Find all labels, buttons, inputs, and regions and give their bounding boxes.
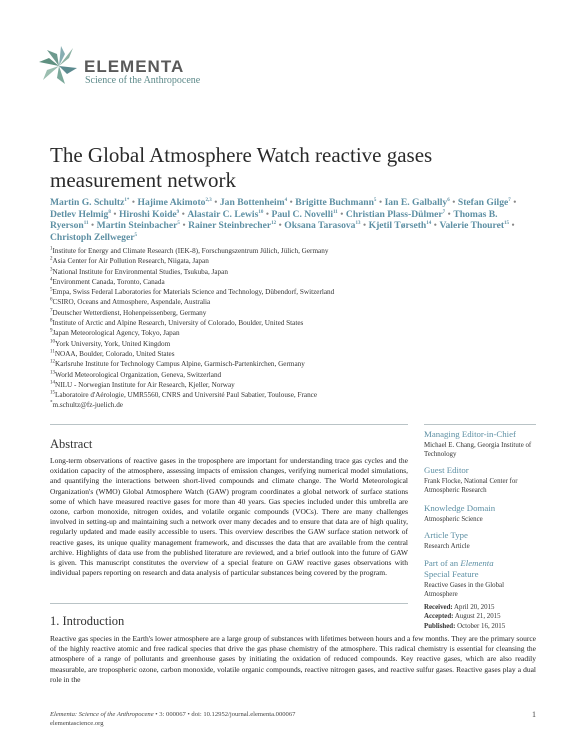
author-name: Christoph Zellweger$^5$ xyxy=(50,231,137,243)
affiliation-item xyxy=(50,380,530,390)
affiliation-mark: 14 xyxy=(50,380,55,386)
affiliation-mark: 7 xyxy=(50,308,53,314)
author-name: Thomas B. Ryerson$^{11}$ xyxy=(50,208,498,232)
author-name: Detlev Helmig$^8$ xyxy=(50,208,111,220)
abstract-text: Long-term observations of reactive gases in the troposphere are important for understanding trace gas cycles and the oxidation capacity of the atmosphere, assessing impacts of emission changes, verifying numerical model simulations, and quantifying the interactions between short-lived compounds and climate change. The World Meteorological Organization's (WMO) Global Atmosphere Watch (GAW) program coordinates a global network of surface stations some of which have measured reactive gases for more than 40 years. Gas species included under this umbrella are ozone, carbon monoxide, nitrogen oxides, and volatile organic compounds (VOCs). There are many challenges involved in setting-up and maintaining such a network over many decades and to ensure that data are of high quality, regularly updated and made easily accessible to users. This overview describes the GAW surface station network of reactive gases, its unique quality management framework, and discusses the data that are available from the central archive. Highlights of data use from the published literature are reviewed, and a brief outlook into the future of GAW is given. This manuscript constitutes the overview of a special feature on GAW reactive gases observations with individual papers reporting on research and data analysis of particular substances being covered by the program. xyxy=(50,456,408,578)
author-name: Valerie Thouret$^{15}$ xyxy=(439,220,510,232)
affiliation-item xyxy=(50,328,530,338)
affiliation-text: World Meteorological Organization, Geneva, Switzerland xyxy=(55,370,222,379)
special-feature-block xyxy=(424,558,538,599)
author-affiliation-mark: 5 xyxy=(134,232,137,238)
author-name: Martin Steinbacher$^5$ xyxy=(96,220,180,232)
accepted-label: Accepted: xyxy=(424,613,454,621)
affiliation-text: National Institute for Environmental Studies, Tsukuba, Japan xyxy=(52,267,228,276)
managing-editor-block xyxy=(424,429,538,459)
author-affiliation-mark: 1* xyxy=(124,197,130,203)
affiliation-item xyxy=(50,400,530,410)
article-type-value: Research Article xyxy=(424,543,470,550)
affiliation-item xyxy=(50,287,530,297)
author-separator: • xyxy=(510,197,517,208)
affiliation-item xyxy=(50,256,530,266)
abstract-heading: Abstract xyxy=(50,437,93,451)
affiliation-text: Laboratoire d'Aérologie, UMR5560, CNRS and Université Paul Sabatier, Toulouse, France xyxy=(55,391,318,400)
author-name: Rainer Steinbrecher$^{12}$ xyxy=(188,220,277,232)
author-affiliation-mark: 15 xyxy=(504,221,510,226)
author-name: Oksana Tarasova$^{13}$ xyxy=(284,220,361,232)
author-name: Paul C. Novelli$^{11}$ xyxy=(271,208,338,220)
author-separator: • xyxy=(337,208,346,220)
affiliation-text: Institute of Arctic and Alpine Research, University of Colorado, Boulder, United States xyxy=(52,319,304,328)
affiliation-text: m.schultz@fz-juelich.de xyxy=(52,401,123,410)
author-name: Hajime Akimoto$^{2,3}$ xyxy=(137,197,212,208)
author-separator: • xyxy=(179,208,188,220)
author-separator: • xyxy=(211,197,220,208)
author-name: Jan Bottenheim$^4$ xyxy=(219,197,288,208)
author-separator: • xyxy=(129,197,138,208)
author-name: Kjetil Tørseth$^{14}$ xyxy=(368,220,432,232)
affiliation-text: Asia Center for Air Pollution Research, Niigata, Japan xyxy=(52,257,209,266)
guest-editor-block xyxy=(424,465,538,495)
affiliation-text: Japan Meteorological Agency, Tokyo, Japan xyxy=(52,329,180,338)
author-name: Martin G. Schultz$^{1*}$ xyxy=(50,197,130,208)
affiliation-mark: 3 xyxy=(50,267,53,273)
guest-editor-name: Frank Flocke, National Center for Atmospheric Research xyxy=(424,478,518,494)
introduction-divider xyxy=(50,603,408,604)
footer-journal: Elementa: Science of the Anthropocene xyxy=(50,711,154,718)
logo-tagline: Science of the Anthropocene xyxy=(85,75,201,86)
author-affiliation-mark: 12 xyxy=(271,221,277,226)
elementa-logo-icon xyxy=(37,44,81,88)
author-name: Stefan Gilge$^7$ xyxy=(457,197,511,208)
author-affiliation-mark: 7 xyxy=(508,197,511,203)
author-affiliation-mark: 13 xyxy=(355,221,361,226)
special-feature-value: Reactive Gases in the Global Atmosphere xyxy=(424,582,504,598)
author-affiliation-mark: 10 xyxy=(258,209,264,215)
affiliation-text: Environment Canada, Toronto, Canada xyxy=(52,277,165,286)
affiliation-mark: 1 xyxy=(50,246,53,252)
affiliation-text: NILU - Norwegian Institute for Air Research, Kjeller, Norway xyxy=(55,380,235,389)
affiliation-mark: 8 xyxy=(50,318,53,324)
knowledge-domain-heading: Knowledge Domain xyxy=(424,503,496,513)
author-affiliation-mark: 14 xyxy=(426,221,432,226)
special-feature-heading-part1: Part of an xyxy=(424,558,459,568)
affiliation-item xyxy=(50,339,530,349)
introduction-text: Reactive gas species in the Earth's lower atmosphere are a large group of substances with lifetimes between hours and a few months. They are the primary source of the highly reactive atomic and free radical species that drive the gas phase chemistry of the atmosphere. This radical chemistry is essential for cleansing the atmosphere of a range of pollutants and greenhouse gases by initiating the oxidation of reduced compounds. Key reactive gases, which are also readily measurable, are tropospheric ozone, carbon monoxide, volatile organic compounds, reactive nitrogen gases, and reactive sulfur gases. Reactive gases play a dual role in the xyxy=(50,634,536,684)
affiliation-mark: 6 xyxy=(50,298,53,304)
author-name: Christian Plass-Dülmer$^7$ xyxy=(345,208,446,220)
affiliation-item xyxy=(50,370,530,380)
affiliation-item xyxy=(50,297,530,307)
abstract-divider xyxy=(50,424,408,425)
affiliation-item xyxy=(50,277,530,287)
author-list xyxy=(50,197,538,243)
article-title: The Global Atmosphere Watch reactive gases measurement network xyxy=(50,143,433,192)
elementa-logo xyxy=(37,44,201,88)
author-affiliation-mark: 9 xyxy=(176,209,180,215)
affiliation-mark: 13 xyxy=(50,370,55,376)
author-separator: • xyxy=(445,208,454,220)
author-separator: • xyxy=(287,197,296,208)
author-affiliation-mark: 2,3 xyxy=(205,197,212,203)
received-label: Received: xyxy=(424,604,453,611)
affiliation-text: Institute for Energy and Climate Research (IEK-8), Forschungszentrum Jülich, Jülich, Germany xyxy=(52,247,329,255)
affiliation-text: Karlsruhe Institute for Technology Campus Alpine, Garmisch-Partenkirchen, Germany xyxy=(55,360,305,369)
affiliation-item xyxy=(50,359,530,369)
author-separator: • xyxy=(509,220,515,232)
managing-editor-name: Michael E. Chang, Georgia Institute of Technology xyxy=(424,442,532,458)
author-separator: • xyxy=(110,208,119,220)
author-name: Alastair C. Lewis$^{10}$ xyxy=(187,208,264,220)
affiliation-item xyxy=(50,318,530,328)
affiliation-mark: 15 xyxy=(50,390,55,396)
affiliation-mark: 10 xyxy=(50,339,55,345)
received-date: April 20, 2015 xyxy=(454,604,495,611)
knowledge-domain-block xyxy=(424,503,538,525)
affiliation-text: NOAA, Boulder, Colorado, United States xyxy=(54,349,175,358)
page-number: 1 xyxy=(532,710,536,719)
affiliation-text: Deutscher Wetterdienst, Hohenpeissenberg, Germany xyxy=(52,308,207,317)
affiliation-mark: 11 xyxy=(50,349,55,355)
affiliation-item xyxy=(50,349,530,359)
page-footer: Elementa: Science of the Anthropocene • 3: 000067 • doi: 10.12952/journal.elementa.000067 elementascience.org 1 xyxy=(50,710,536,727)
sidebar-divider xyxy=(424,424,536,425)
author-affiliation-mark: 4 xyxy=(284,197,288,203)
author-separator: • xyxy=(276,220,285,232)
affiliation-item xyxy=(50,246,530,256)
published-label: Published: xyxy=(424,622,456,630)
affiliation-item xyxy=(50,390,530,400)
accepted-date: August 21, 2015 xyxy=(454,613,501,621)
author-affiliation-mark: 8 xyxy=(108,209,111,215)
author-separator: • xyxy=(263,208,272,220)
published-date: October 16, 2015 xyxy=(457,622,506,630)
guest-editor-heading: Guest Editor xyxy=(424,465,469,475)
author-separator: • xyxy=(449,197,458,208)
affiliation-mark: 4 xyxy=(50,277,53,283)
footer-meta: 3: 000067 • doi: 10.12952/journal.elementa.000067 xyxy=(159,711,296,718)
article-type-block xyxy=(424,530,538,552)
affiliation-mark: 2 xyxy=(50,256,53,262)
author-affiliation-mark: 11 xyxy=(83,221,89,226)
author-separator: • xyxy=(179,220,189,232)
affiliation-text: CSIRO, Oceans and Atmosphere, Aspendale, Australia xyxy=(52,298,211,307)
author-name: Brigitte Buchmann$^5$ xyxy=(295,197,377,208)
affiliation-list xyxy=(50,246,530,411)
author-affiliation-mark: 7 xyxy=(442,209,446,215)
affiliation-text: York University, York, United Kingdom xyxy=(55,339,171,348)
affiliation-mark: 12 xyxy=(50,359,55,365)
affiliation-item xyxy=(50,267,530,277)
managing-editor-heading: Managing Editor-in-Chief xyxy=(424,429,516,439)
author-affiliation-mark: 5 xyxy=(177,221,180,226)
introduction-heading: 1. Introduction xyxy=(50,614,125,628)
dates-block xyxy=(424,603,538,631)
author-affiliation-mark: 6 xyxy=(447,197,450,203)
author-name: Hiroshi Koide$^9$ xyxy=(119,208,180,220)
special-feature-heading-journal: Elementa xyxy=(460,558,494,568)
author-separator: • xyxy=(360,220,369,232)
affiliation-mark: * xyxy=(50,401,53,407)
author-separator: • xyxy=(376,197,385,208)
footer-site-link[interactable]: elementascience.org xyxy=(50,720,104,727)
affiliation-mark: 9 xyxy=(50,328,53,334)
affiliation-mark: 5 xyxy=(50,287,53,293)
affiliation-item xyxy=(50,308,530,318)
author-affiliation-mark: 5 xyxy=(373,197,377,203)
affiliation-text: Empa, Swiss Federal Laboratories for Materials Science and Technology, Dübendorf, Switzerland xyxy=(52,288,335,297)
special-feature-heading-part3: Special Feature xyxy=(424,569,479,579)
knowledge-domain-value: Atmospheric Science xyxy=(424,516,483,523)
article-type-heading: Article Type xyxy=(424,530,468,540)
logo-name: ELEMENTA xyxy=(84,57,185,76)
special-feature-heading xyxy=(424,558,538,580)
author-name: Ian E. Galbally$^6$ xyxy=(384,197,450,208)
author-affiliation-mark: 11 xyxy=(333,209,338,215)
author-separator: • xyxy=(88,220,97,232)
author-separator: • xyxy=(431,220,440,232)
